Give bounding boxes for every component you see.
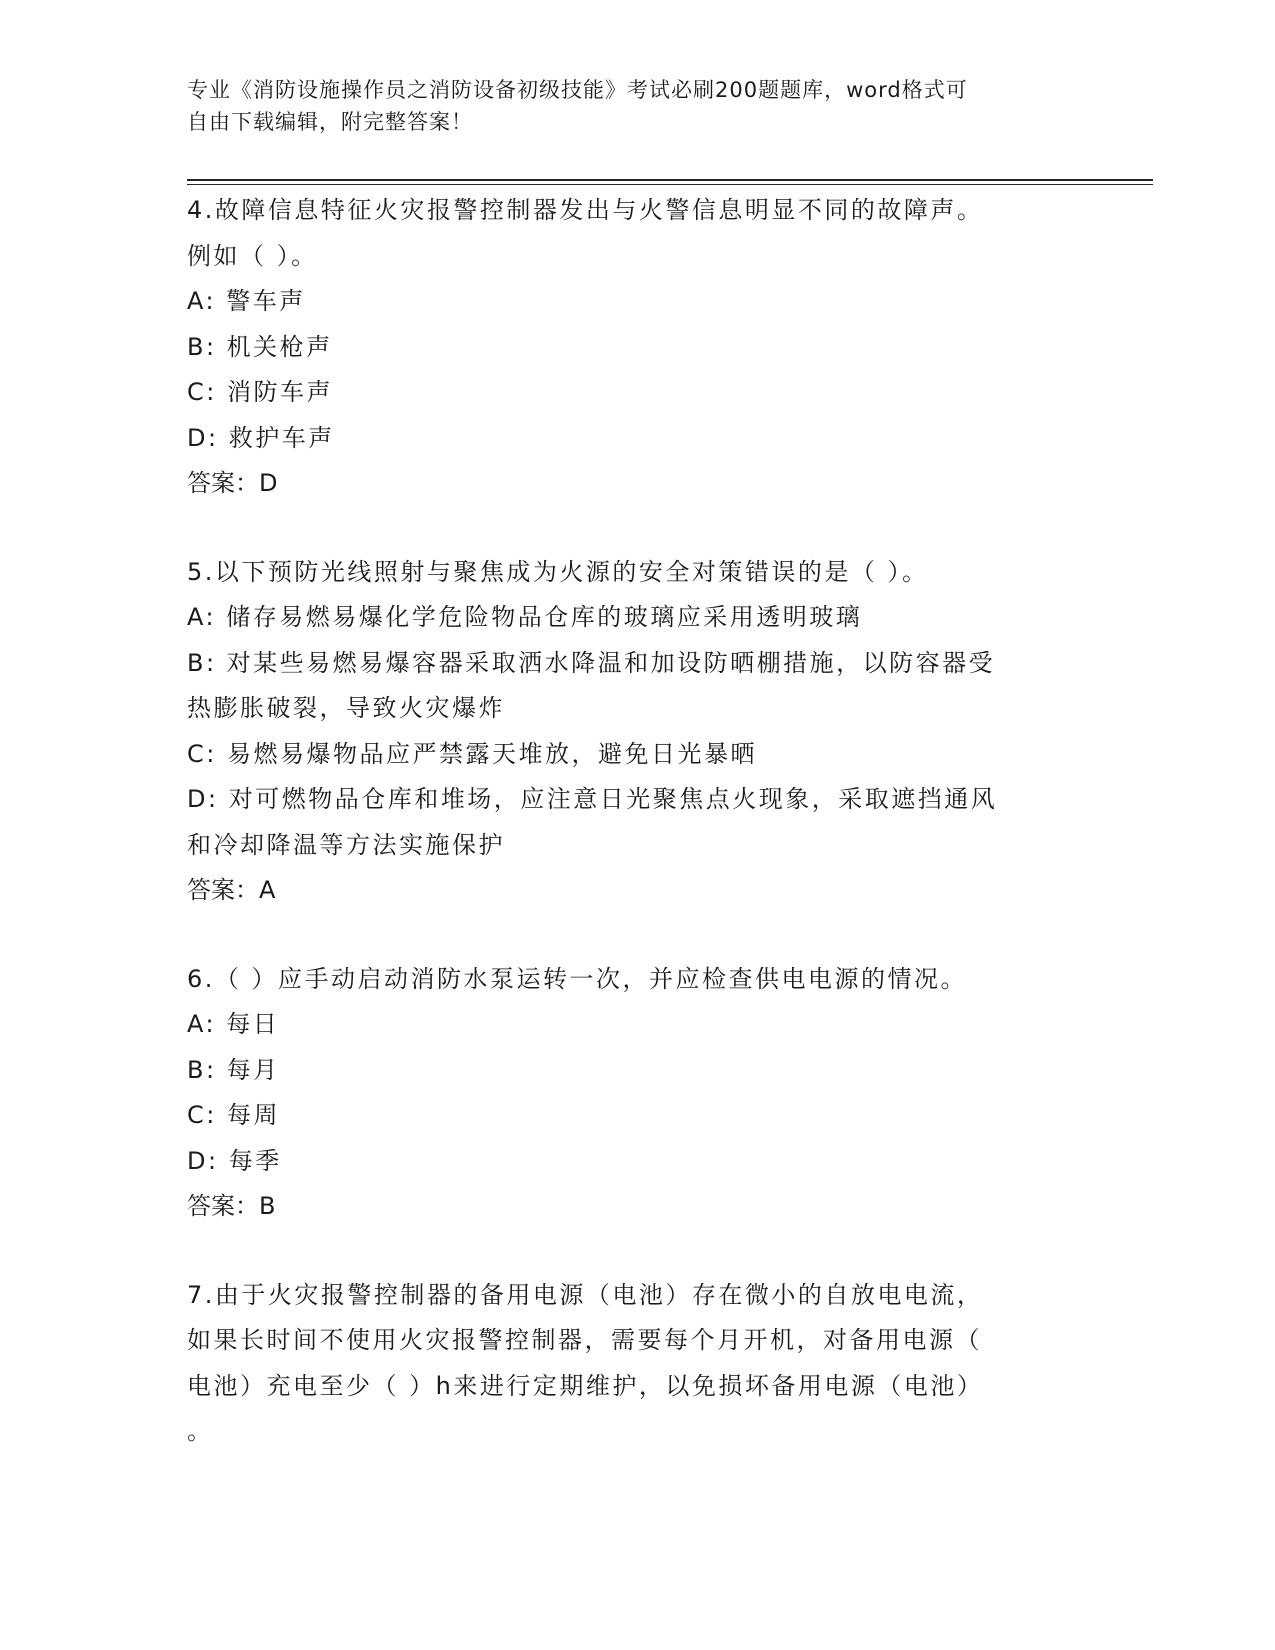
question-stem: 6.（ ）应手动启动消防水泵运转一次，并应检查供电电源的情况。 — [187, 964, 968, 993]
option-a: A: 每日 — [187, 1010, 280, 1038]
option-d: D: 对可燃物品仓库和堆场，应注意日光聚焦点火现象，采取遮挡通风 — [187, 785, 998, 813]
document-header — [187, 74, 1067, 138]
option-b: B: 机关枪声 — [187, 332, 333, 361]
option-d: D: 救护车声 — [187, 423, 335, 452]
header-line-1: 专业《消防设施操作员之消防设备初级技能》考试必刷200题题库，word格式可 — [187, 78, 968, 102]
option-c: C: 消防车声 — [187, 378, 333, 406]
answer: 答案：B — [187, 1192, 276, 1220]
question-stem: 。 — [187, 1417, 214, 1445]
question-4 — [187, 188, 1087, 507]
question-list — [187, 188, 1087, 1455]
answer: 答案：D — [187, 469, 278, 497]
option-a: A: 储存易燃易爆化学危险物品仓库的玻璃应采用透明玻璃 — [187, 603, 863, 631]
answer: 答案：A — [187, 876, 276, 904]
option-b: B: 对某些易燃易爆容器采取洒水降温和加设防晒棚措施，以防容器受 — [187, 648, 996, 677]
question-7 — [187, 1273, 1087, 1455]
question-5 — [187, 550, 1087, 914]
question-stem: 7.由于火灾报警控制器的备用电源（电池）存在微小的自放电电流， — [187, 1280, 984, 1309]
question-6 — [187, 957, 1087, 1230]
option-c: C: 易燃易爆物品应严禁露天堆放，避免日光暴晒 — [187, 739, 757, 768]
option-d: D: 每季 — [187, 1146, 282, 1175]
option-b-continued: 热膨胀破裂，导致火灾爆炸 — [187, 694, 505, 722]
question-stem: 电池）充电至少（ ）h来进行定期维护，以免损坏备用电源（电池） — [187, 1371, 984, 1400]
option-c: C: 每周 — [187, 1101, 280, 1129]
option-d-continued: 和冷却降温等方法实施保护 — [187, 830, 505, 859]
option-b: B: 每月 — [187, 1055, 280, 1084]
question-stem: 如果长时间不使用火灾报警控制器，需要每个月开机，对备用电源（ — [187, 1326, 982, 1354]
header-divider-thin — [187, 184, 1153, 185]
question-stem: 4.故障信息特征火灾报警控制器发出与火警信息明显不同的故障声。 — [187, 196, 984, 224]
question-stem: 5.以下预防光线照射与聚焦成为火源的安全对策错误的是（ ）。 — [187, 557, 929, 586]
option-a: A: 警车声 — [187, 287, 306, 315]
header-line-2: 自由下载编辑，附完整答案！ — [187, 110, 473, 134]
question-stem: 例如（ ）。 — [187, 241, 318, 270]
header-divider-thick — [187, 179, 1153, 181]
